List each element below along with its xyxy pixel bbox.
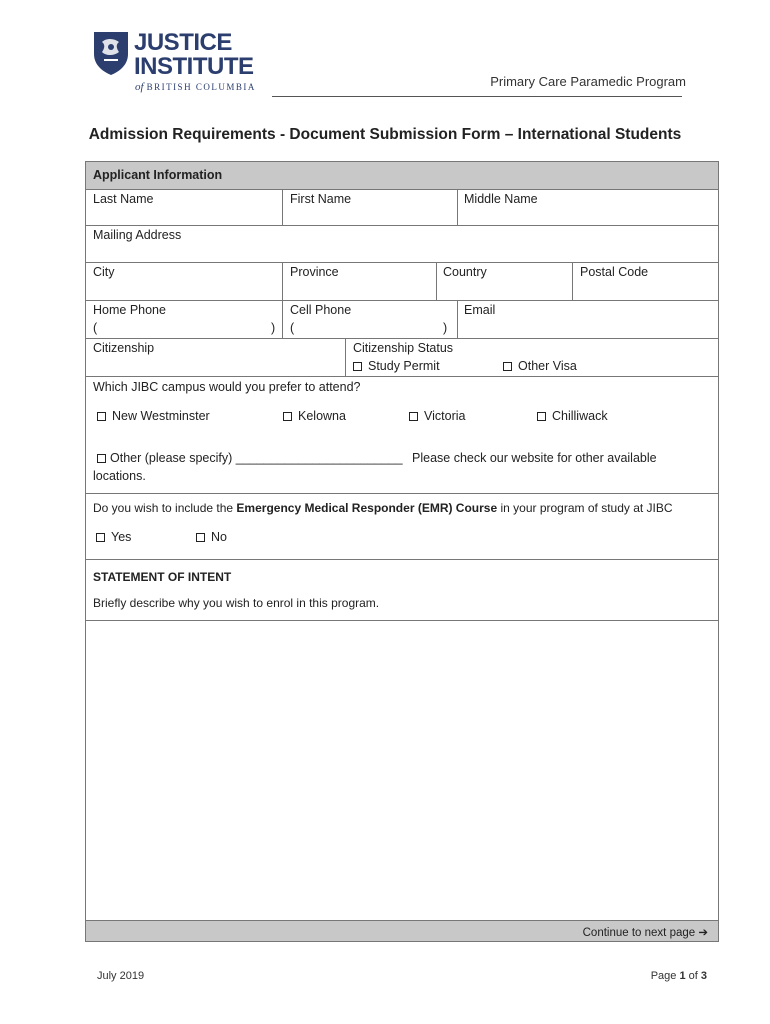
shield-logo-icon [92,30,130,76]
row-divider [86,189,718,190]
logo-subtitle [135,81,256,93]
row-divider [86,225,718,226]
logo-sub-text: BRITISH COLUMBIA [146,82,256,92]
col-divider [436,262,437,300]
col-divider [282,262,283,300]
cell-phone-paren-open: ( [290,321,295,335]
checkbox-icon[interactable] [97,454,106,463]
col-divider [282,300,283,338]
checkbox-icon[interactable] [537,412,546,421]
checkbox-icon[interactable] [96,533,105,542]
checkbox-icon[interactable] [409,412,418,421]
checkbox-icon[interactable] [97,412,106,421]
emr-no-option[interactable]: No [196,530,227,544]
checkbox-icon[interactable] [353,362,362,371]
col-divider [345,338,346,376]
middle-name-field[interactable]: Middle Name [464,192,538,206]
row-divider [86,920,718,921]
campus-option-other[interactable]: Other (please specify) ________________________ [97,451,403,465]
citizenship-status-label: Citizenship Status [353,341,454,355]
row-divider [86,493,718,494]
other-visa-option[interactable]: Other Visa [503,359,577,373]
emr-yes-option[interactable]: Yes [96,530,131,544]
intent-textarea[interactable] [87,622,717,918]
row-divider [86,262,718,263]
first-name-field[interactable]: First Name [290,192,352,206]
cell-phone-field[interactable]: Cell Phone [290,303,352,317]
campus-option-kelowna[interactable]: Kelowna [283,409,346,423]
postal-code-field[interactable]: Postal Code [580,265,649,279]
col-divider [457,300,458,338]
home-phone-paren-open: ( [93,321,98,335]
col-divider [282,189,283,225]
campus-note: Please check our website for other available [412,451,657,465]
campus-option-chilliwack[interactable]: Chilliwack [537,409,608,423]
study-permit-option[interactable]: Study Permit [353,359,440,373]
col-divider [572,262,573,300]
logo-line-2: INSTITUTE [134,53,254,80]
last-name-field[interactable]: Last Name [93,192,154,206]
logo-line-1: JUSTICE [134,29,232,56]
province-field[interactable]: Province [290,265,339,279]
logo-of: of [135,81,144,93]
page-indicator: Page 1 of 3 [650,970,707,982]
page-number: 1 [679,970,686,982]
checkbox-icon[interactable] [196,533,205,542]
campus-note-cont: locations. [93,469,146,483]
header-rule [272,96,682,97]
emr-question: Do you wish to include the Emergency Medical Responder (EMR) Course in your program of study at JIBC [93,501,673,515]
program-name: Primary Care Paramedic Program [490,74,686,89]
form-title: Admission Requirements - Document Submission Form – International Students [88,126,682,143]
applicant-info-title: Applicant Information [93,168,223,182]
mailing-address-field[interactable]: Mailing Address [93,228,182,242]
email-field[interactable]: Email [464,303,496,317]
campus-option-victoria[interactable]: Victoria [409,409,465,423]
citizenship-field[interactable]: Citizenship [93,341,155,355]
row-divider [86,376,718,377]
cell-phone-paren-close: ) [443,321,448,335]
continue-link[interactable]: Continue to next page ➔ [582,927,708,939]
campus-question: Which JIBC campus would you prefer to attend? [93,380,361,394]
country-field[interactable]: Country [443,265,487,279]
row-divider [86,338,718,339]
row-divider [86,300,718,301]
row-divider [86,559,718,560]
intent-prompt: Briefly describe why you wish to enrol in this program. [93,596,380,610]
campus-option-new-westminster[interactable]: New Westminster [97,409,210,423]
row-divider [86,620,718,621]
city-field[interactable]: City [93,265,115,279]
checkbox-icon[interactable] [283,412,292,421]
home-phone-paren-close: ) [271,321,276,335]
col-divider [457,189,458,225]
checkbox-icon[interactable] [503,362,512,371]
footer-date: July 2019 [97,970,145,982]
home-phone-field[interactable]: Home Phone [93,303,166,317]
intent-title: STATEMENT OF INTENT [93,570,232,584]
page-total: 3 [700,970,707,982]
